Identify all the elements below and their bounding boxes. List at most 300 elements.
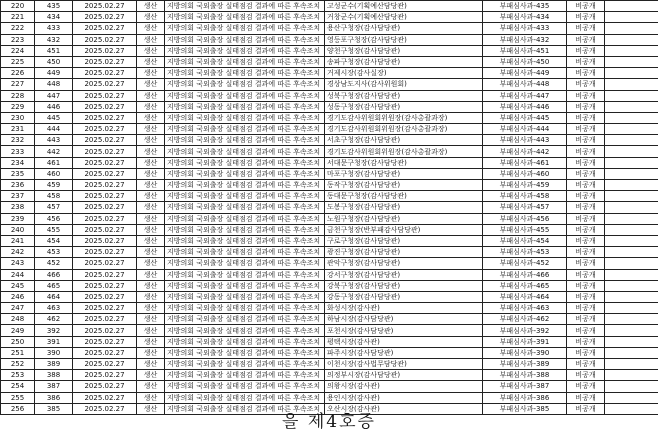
cell-date: 2025.02.27 — [73, 303, 137, 314]
cell-department: 동작구청장(감사담당관) — [325, 180, 483, 191]
cell-title: 지방의회 국외출장 실태점검 결과에 따른 후속조치 — [165, 68, 325, 79]
table-row — [1, 303, 658, 314]
table-row — [1, 280, 658, 291]
cell-id: 456 — [35, 213, 73, 224]
cell-office: 부패심사과-446 — [483, 101, 567, 112]
cell-disclosure: 비공개 — [567, 101, 605, 112]
cell-number: 240 — [1, 224, 35, 235]
cell-date: 2025.02.27 — [73, 112, 137, 123]
table-row — [1, 79, 658, 90]
cell-disclosure: 비공개 — [567, 124, 605, 135]
table-row — [1, 224, 658, 235]
cell-type: 생산 — [137, 403, 165, 414]
cell-date: 2025.02.27 — [73, 68, 137, 79]
cell-empty — [605, 1, 658, 12]
cell-number: 250 — [1, 336, 35, 347]
cell-office: 부패심사과-435 — [483, 1, 567, 12]
cell-empty — [605, 34, 658, 45]
cell-disclosure: 비공개 — [567, 23, 605, 34]
cell-department: 성동구청장(감사담당관) — [325, 101, 483, 112]
cell-id: 385 — [35, 403, 73, 414]
cell-type: 생산 — [137, 325, 165, 336]
cell-empty — [605, 336, 658, 347]
cell-department: 이천시장(감사법무담당관) — [325, 359, 483, 370]
cell-disclosure: 비공개 — [567, 314, 605, 325]
cell-title: 지방의회 국외출장 실태점검 결과에 따른 후속조치 — [165, 291, 325, 302]
cell-number: 223 — [1, 34, 35, 45]
cell-id: 447 — [35, 90, 73, 101]
cell-type: 생산 — [137, 269, 165, 280]
table-row — [1, 157, 658, 168]
cell-type: 생산 — [137, 280, 165, 291]
cell-title: 지방의회 국외출장 실태점검 결과에 따른 후속조치 — [165, 56, 325, 67]
cell-office: 부패심사과-391 — [483, 336, 567, 347]
cell-disclosure: 비공개 — [567, 347, 605, 358]
cell-title: 지방의회 국외출장 실태점검 결과에 따른 후속조치 — [165, 23, 325, 34]
cell-title: 지방의회 국외출장 실태점검 결과에 따른 후속조치 — [165, 146, 325, 157]
cell-type: 생산 — [137, 392, 165, 403]
cell-empty — [605, 101, 658, 112]
cell-number: 248 — [1, 314, 35, 325]
cell-type: 생산 — [137, 381, 165, 392]
cell-empty — [605, 213, 658, 224]
cell-date: 2025.02.27 — [73, 23, 137, 34]
cell-disclosure: 비공개 — [567, 135, 605, 146]
cell-title: 지방의회 국외출장 실태점검 결과에 따른 후속조치 — [165, 213, 325, 224]
cell-empty — [605, 124, 658, 135]
cell-id: 390 — [35, 347, 73, 358]
table-row — [1, 347, 658, 358]
cell-number: 230 — [1, 112, 35, 123]
cell-number: 251 — [1, 347, 35, 358]
cell-id: 453 — [35, 247, 73, 258]
cell-department: 화성시장(감사관) — [325, 303, 483, 314]
cell-id: 391 — [35, 336, 73, 347]
cell-office: 부패심사과-433 — [483, 23, 567, 34]
cell-title: 지방의회 국외출장 실태점검 결과에 따른 후속조치 — [165, 347, 325, 358]
cell-id: 432 — [35, 34, 73, 45]
cell-id: 451 — [35, 45, 73, 56]
cell-number: 245 — [1, 280, 35, 291]
cell-date: 2025.02.27 — [73, 34, 137, 45]
cell-id: 388 — [35, 370, 73, 381]
cell-type: 생산 — [137, 224, 165, 235]
cell-date: 2025.02.27 — [73, 157, 137, 168]
table-row — [1, 291, 658, 302]
cell-date: 2025.02.27 — [73, 403, 137, 414]
cell-type: 생산 — [137, 235, 165, 246]
cell-department: 도봉구청장(감사담당관) — [325, 202, 483, 213]
cell-office: 부패심사과-447 — [483, 90, 567, 101]
table-row — [1, 34, 658, 45]
cell-date: 2025.02.27 — [73, 1, 137, 12]
cell-disclosure: 비공개 — [567, 90, 605, 101]
cell-office: 부패심사과-386 — [483, 392, 567, 403]
table-row — [1, 213, 658, 224]
cell-number: 239 — [1, 213, 35, 224]
cell-type: 생산 — [137, 56, 165, 67]
cell-office: 부패심사과-456 — [483, 213, 567, 224]
table-row — [1, 146, 658, 157]
cell-empty — [605, 224, 658, 235]
table-row — [1, 180, 658, 191]
cell-office: 부패심사과-458 — [483, 191, 567, 202]
cell-disclosure: 비공개 — [567, 336, 605, 347]
cell-date: 2025.02.27 — [73, 202, 137, 213]
cell-date: 2025.02.27 — [73, 258, 137, 269]
cell-empty — [605, 280, 658, 291]
cell-type: 생산 — [137, 291, 165, 302]
cell-disclosure: 비공개 — [567, 403, 605, 414]
cell-department: 경상남도지사(감사위원회) — [325, 79, 483, 90]
cell-disclosure: 비공개 — [567, 269, 605, 280]
cell-office: 부패심사과-455 — [483, 224, 567, 235]
cell-empty — [605, 381, 658, 392]
cell-id: 462 — [35, 314, 73, 325]
cell-empty — [605, 56, 658, 67]
table-row — [1, 45, 658, 56]
cell-number: 249 — [1, 325, 35, 336]
cell-number: 256 — [1, 403, 35, 414]
cell-title: 지방의회 국외출장 실태점검 결과에 따른 후속조치 — [165, 157, 325, 168]
table-row — [1, 392, 658, 403]
cell-department: 강동구청장(감사담당관) — [325, 291, 483, 302]
cell-date: 2025.02.27 — [73, 269, 137, 280]
cell-title: 지방의회 국외출장 실태점검 결과에 따른 후속조치 — [165, 314, 325, 325]
cell-id: 448 — [35, 79, 73, 90]
cell-empty — [605, 45, 658, 56]
cell-date: 2025.02.27 — [73, 336, 137, 347]
cell-empty — [605, 258, 658, 269]
cell-office: 부패심사과-466 — [483, 269, 567, 280]
cell-department: 거제시장(감사실장) — [325, 68, 483, 79]
cell-empty — [605, 325, 658, 336]
cell-department: 서초구청장(감사담당관) — [325, 135, 483, 146]
exhibit-label: 을 제4호증 — [282, 412, 376, 432]
cell-number: 254 — [1, 381, 35, 392]
cell-date: 2025.02.27 — [73, 213, 137, 224]
cell-disclosure: 비공개 — [567, 45, 605, 56]
cell-type: 생산 — [137, 1, 165, 12]
cell-disclosure: 비공개 — [567, 56, 605, 67]
cell-id: 457 — [35, 202, 73, 213]
cell-title: 지방의회 국외출장 실태점검 결과에 따른 후속조치 — [165, 247, 325, 258]
cell-date: 2025.02.27 — [73, 180, 137, 191]
cell-date: 2025.02.27 — [73, 347, 137, 358]
cell-id: 386 — [35, 392, 73, 403]
cell-date: 2025.02.27 — [73, 392, 137, 403]
cell-number: 224 — [1, 45, 35, 56]
table-row — [1, 101, 658, 112]
cell-date: 2025.02.27 — [73, 56, 137, 67]
cell-title: 지방의회 국외출장 실태점검 결과에 따른 후속조치 — [165, 224, 325, 235]
cell-id: 452 — [35, 258, 73, 269]
cell-disclosure: 비공개 — [567, 180, 605, 191]
cell-number: 231 — [1, 124, 35, 135]
cell-title: 지방의회 국외출장 실태점검 결과에 따른 후속조치 — [165, 381, 325, 392]
cell-number: 229 — [1, 101, 35, 112]
cell-office: 부패심사과-432 — [483, 34, 567, 45]
cell-id: 446 — [35, 101, 73, 112]
cell-office: 부패심사과-450 — [483, 56, 567, 67]
cell-department: 오산시장(감사관) — [325, 403, 483, 414]
cell-empty — [605, 269, 658, 280]
cell-department: 하남시장(감사담당관) — [325, 314, 483, 325]
cell-id: 454 — [35, 235, 73, 246]
cell-type: 생산 — [137, 303, 165, 314]
cell-empty — [605, 202, 658, 213]
cell-id: 445 — [35, 112, 73, 123]
table-row — [1, 23, 658, 34]
cell-number: 227 — [1, 79, 35, 90]
cell-disclosure: 비공개 — [567, 370, 605, 381]
cell-empty — [605, 392, 658, 403]
cell-empty — [605, 12, 658, 23]
cell-disclosure: 비공개 — [567, 202, 605, 213]
cell-date: 2025.02.27 — [73, 325, 137, 336]
cell-disclosure: 비공개 — [567, 303, 605, 314]
cell-empty — [605, 180, 658, 191]
cell-date: 2025.02.27 — [73, 370, 137, 381]
cell-title: 지방의회 국외출장 실태점검 결과에 따른 후속조치 — [165, 325, 325, 336]
cell-number: 253 — [1, 370, 35, 381]
cell-id: 387 — [35, 381, 73, 392]
cell-office: 부패심사과-465 — [483, 280, 567, 291]
cell-date: 2025.02.27 — [73, 247, 137, 258]
cell-type: 생산 — [137, 202, 165, 213]
cell-disclosure: 비공개 — [567, 79, 605, 90]
cell-date: 2025.02.27 — [73, 90, 137, 101]
cell-id: 450 — [35, 56, 73, 67]
table-row — [1, 269, 658, 280]
cell-type: 생산 — [137, 112, 165, 123]
cell-type: 생산 — [137, 23, 165, 34]
cell-office: 부패심사과-463 — [483, 303, 567, 314]
cell-disclosure: 비공개 — [567, 157, 605, 168]
cell-id: 444 — [35, 124, 73, 135]
table-row — [1, 336, 658, 347]
cell-empty — [605, 191, 658, 202]
cell-id: 442 — [35, 146, 73, 157]
cell-department: 고성군수(기획예산담당관) — [325, 1, 483, 12]
table-row — [1, 202, 658, 213]
cell-disclosure: 비공개 — [567, 112, 605, 123]
cell-id: 464 — [35, 291, 73, 302]
cell-office: 부패심사과-464 — [483, 291, 567, 302]
cell-type: 생산 — [137, 359, 165, 370]
cell-department: 평택시장(감사관) — [325, 336, 483, 347]
cell-title: 지방의회 국외출장 실태점검 결과에 따른 후속조치 — [165, 235, 325, 246]
cell-date: 2025.02.27 — [73, 291, 137, 302]
cell-office: 부패심사과-385 — [483, 403, 567, 414]
table-row — [1, 235, 658, 246]
cell-disclosure: 비공개 — [567, 213, 605, 224]
cell-title: 지방의회 국외출장 실태점검 결과에 따른 후속조치 — [165, 79, 325, 90]
cell-id: 449 — [35, 68, 73, 79]
cell-department: 동대문구청장(감사담당관) — [325, 191, 483, 202]
cell-id: 466 — [35, 269, 73, 280]
cell-empty — [605, 146, 658, 157]
cell-date: 2025.02.27 — [73, 45, 137, 56]
cell-title: 지방의회 국외출장 실태점검 결과에 따른 후속조치 — [165, 336, 325, 347]
cell-department: 강서구청장(감사담당관) — [325, 269, 483, 280]
cell-empty — [605, 235, 658, 246]
cell-title: 지방의회 국외출장 실태점검 결과에 따른 후속조치 — [165, 269, 325, 280]
cell-department: 파주시장(감사담당관) — [325, 347, 483, 358]
cell-id: 465 — [35, 280, 73, 291]
cell-department: 경기도감사위원회위원장(감사총괄과장) — [325, 146, 483, 157]
cell-office: 부패심사과-445 — [483, 112, 567, 123]
cell-number: 241 — [1, 235, 35, 246]
cell-date: 2025.02.27 — [73, 280, 137, 291]
cell-title: 지방의회 국외출장 실태점검 결과에 따른 후속조치 — [165, 180, 325, 191]
cell-disclosure: 비공개 — [567, 247, 605, 258]
cell-number: 226 — [1, 68, 35, 79]
cell-department: 관악구청장(감사담당관) — [325, 258, 483, 269]
cell-empty — [605, 314, 658, 325]
cell-number: 252 — [1, 359, 35, 370]
cell-type: 생산 — [137, 101, 165, 112]
cell-disclosure: 비공개 — [567, 146, 605, 157]
cell-type: 생산 — [137, 12, 165, 23]
cell-office: 부패심사과-453 — [483, 247, 567, 258]
cell-department: 포천시장(감사담당관) — [325, 325, 483, 336]
cell-department: 의왕시장(감사관) — [325, 381, 483, 392]
cell-department: 용인시장(감사관) — [325, 392, 483, 403]
cell-department: 영등포구청장(감사담당관) — [325, 34, 483, 45]
table-row — [1, 314, 658, 325]
cell-office: 부패심사과-460 — [483, 168, 567, 179]
cell-date: 2025.02.27 — [73, 12, 137, 23]
cell-department: 성북구청장(감사담당관) — [325, 90, 483, 101]
cell-date: 2025.02.27 — [73, 168, 137, 179]
cell-office: 부패심사과-454 — [483, 235, 567, 246]
cell-id: 434 — [35, 12, 73, 23]
cell-office: 부패심사과-390 — [483, 347, 567, 358]
cell-empty — [605, 347, 658, 358]
cell-date: 2025.02.27 — [73, 224, 137, 235]
cell-title: 지방의회 국외출장 실태점검 결과에 따른 후속조치 — [165, 359, 325, 370]
cell-type: 생산 — [137, 157, 165, 168]
cell-empty — [605, 247, 658, 258]
cell-number: 228 — [1, 90, 35, 101]
cell-title: 지방의회 국외출장 실태점검 결과에 따른 후속조치 — [165, 101, 325, 112]
cell-number: 238 — [1, 202, 35, 213]
table-row — [1, 68, 658, 79]
cell-id: 389 — [35, 359, 73, 370]
cell-office: 부패심사과-448 — [483, 79, 567, 90]
cell-id: 459 — [35, 180, 73, 191]
table-row — [1, 1, 658, 12]
cell-title: 지방의회 국외출장 실태점검 결과에 따른 후속조치 — [165, 202, 325, 213]
table-row — [1, 90, 658, 101]
cell-empty — [605, 303, 658, 314]
cell-disclosure: 비공개 — [567, 12, 605, 23]
cell-department: 서대문구청장(감사담당관) — [325, 157, 483, 168]
cell-type: 생산 — [137, 347, 165, 358]
cell-type: 생산 — [137, 45, 165, 56]
cell-department: 구로구청장(감사담당관) — [325, 235, 483, 246]
cell-office: 부패심사과-444 — [483, 124, 567, 135]
cell-office: 부패심사과-449 — [483, 68, 567, 79]
cell-date: 2025.02.27 — [73, 146, 137, 157]
cell-id: 392 — [35, 325, 73, 336]
cell-department: 의정부시장(감사담당관) — [325, 370, 483, 381]
table-row — [1, 112, 658, 123]
cell-disclosure: 비공개 — [567, 325, 605, 336]
cell-disclosure: 비공개 — [567, 280, 605, 291]
cell-department: 경기도감사위원회위원장(감사총괄과장) — [325, 124, 483, 135]
cell-type: 생산 — [137, 90, 165, 101]
cell-type: 생산 — [137, 135, 165, 146]
cell-department: 거창군수(기획예산담당관) — [325, 12, 483, 23]
cell-type: 생산 — [137, 258, 165, 269]
table-row — [1, 135, 658, 146]
cell-disclosure: 비공개 — [567, 168, 605, 179]
cell-number: 232 — [1, 135, 35, 146]
cell-type: 생산 — [137, 247, 165, 258]
cell-empty — [605, 112, 658, 123]
cell-disclosure: 비공개 — [567, 224, 605, 235]
cell-type: 생산 — [137, 370, 165, 381]
cell-title: 지방의회 국외출장 실태점검 결과에 따른 후속조치 — [165, 392, 325, 403]
cell-number: 247 — [1, 303, 35, 314]
cell-department: 용산구청장(감사담당관) — [325, 23, 483, 34]
cell-title: 지방의회 국외출장 실태점검 결과에 따른 후속조치 — [165, 370, 325, 381]
cell-disclosure: 비공개 — [567, 191, 605, 202]
cell-title: 지방의회 국외출장 실태점검 결과에 따른 후속조치 — [165, 34, 325, 45]
table-row — [1, 370, 658, 381]
cell-number: 237 — [1, 191, 35, 202]
cell-number: 235 — [1, 168, 35, 179]
cell-office: 부패심사과-442 — [483, 146, 567, 157]
cell-id: 461 — [35, 157, 73, 168]
cell-type: 생산 — [137, 124, 165, 135]
cell-date: 2025.02.27 — [73, 101, 137, 112]
cell-number: 222 — [1, 23, 35, 34]
cell-department: 광진구청장(감사담당관) — [325, 247, 483, 258]
cell-type: 생산 — [137, 79, 165, 90]
cell-type: 생산 — [137, 146, 165, 157]
cell-date: 2025.02.27 — [73, 381, 137, 392]
cell-number: 221 — [1, 12, 35, 23]
cell-disclosure: 비공개 — [567, 359, 605, 370]
cell-type: 생산 — [137, 314, 165, 325]
table-row — [1, 258, 658, 269]
table-body — [1, 1, 658, 415]
cell-disclosure: 비공개 — [567, 68, 605, 79]
cell-date: 2025.02.27 — [73, 135, 137, 146]
cell-number: 242 — [1, 247, 35, 258]
cell-empty — [605, 370, 658, 381]
cell-date: 2025.02.27 — [73, 79, 137, 90]
cell-office: 부패심사과-389 — [483, 359, 567, 370]
table-row — [1, 247, 658, 258]
cell-disclosure: 비공개 — [567, 291, 605, 302]
table-row — [1, 381, 658, 392]
table-row — [1, 12, 658, 23]
cell-date: 2025.02.27 — [73, 235, 137, 246]
cell-date: 2025.02.27 — [73, 359, 137, 370]
cell-disclosure: 비공개 — [567, 258, 605, 269]
cell-number: 243 — [1, 258, 35, 269]
cell-id: 463 — [35, 303, 73, 314]
table-row — [1, 325, 658, 336]
cell-number: 255 — [1, 392, 35, 403]
cell-office: 부패심사과-462 — [483, 314, 567, 325]
cell-disclosure: 비공개 — [567, 34, 605, 45]
cell-office: 부패심사과-434 — [483, 12, 567, 23]
